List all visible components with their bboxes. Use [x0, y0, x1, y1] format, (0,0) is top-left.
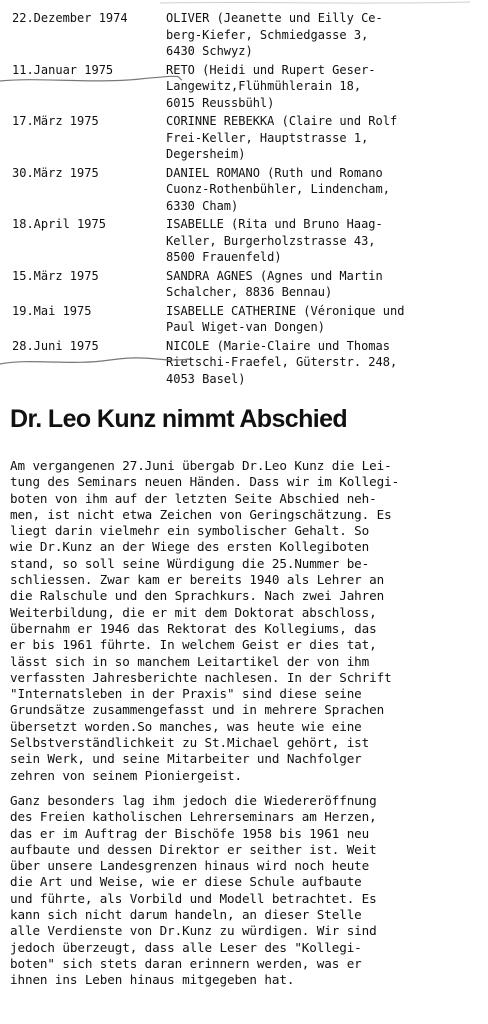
birth-date: 11.Januar 1975 [12, 62, 114, 77]
article-title: Dr. Leo Kunz nimmt Abschied [10, 405, 348, 433]
birth-date: 18.April 1975 [12, 217, 106, 231]
article-body [10, 458, 484, 998]
top-edge-smudge [0, 0, 488, 6]
birth-details: SANDRA AGNES (Agnes und Martin Schalcher, 8836 Bennau) [166, 268, 383, 299]
birth-date: 22.Dezember 1974 [12, 11, 128, 25]
birth-entry [12, 10, 482, 60]
birth-details: CORINNE REBEKKA (Claire und Rolf Frei-Keller, Hauptstrasse 1, Degersheim) [166, 114, 398, 161]
birth-entry [12, 216, 482, 266]
birth-date: 17.März 1975 [12, 114, 99, 128]
article-paragraph: Am vergangenen 27.Juni übergab Dr.Leo Kunz die Lei- tung des Seminars neuen Händen. Dass wir im Kollegi- boten von ihm auf der letzten Seite Abschied neh- men, ist nicht etwa Zeichen von Geringschätzung. Es liegt darin vielmehr ein symbolischer Gehalt. So wie Dr.Kunz an der Wiege des ersten Kollegiboten stand, so soll seine Würdigung die 25.Nummer be- schliessen. Zwar kam er bereits 1940 als Lehrer an die Ralschule und den Sprachkurs. Nach zwei Jahren Weiterbildung, die er mit dem Doktorat abschloss, übernahm er 1946 das Rektorat des Kollegiums, das er bis 1961 führte. In welchem Geist er dies tat, lässt sich in so manchem Leitartikel der von ihm verfassten Jahresberichte nachlesen. In der Schrift "Internatsleben in der Praxis" sind diese seine Grundsätze zusammengefasst und in mehrere Sprachen übersetzt worden.So manches, was heute wie eine Selbstverständlichkeit zu St.Michael gehört, ist sein Werk, und seine Mitarbeiter und Nachfolger zehren von seinem Pioniergeist. [10, 458, 400, 783]
birth-details: OLIVER (Jeanette und Eilly Ce- berg-Kiefer, Schmiedgasse 3, 6430 Schwyz) [166, 11, 383, 58]
birth-date: 19.Mai 1975 [12, 303, 92, 318]
birth-entry [12, 165, 482, 215]
birth-date: 30.März 1975 [12, 165, 99, 180]
birth-entry [12, 62, 482, 112]
birth-entry [12, 303, 482, 336]
birth-entry [12, 268, 482, 301]
birth-details: RETO (Heidi und Rupert Geser- Langewitz,Flühmühlerain 18, 6015 Reussbühl) [166, 62, 376, 110]
birth-entry [12, 338, 482, 388]
birth-details: DANIEL ROMANO (Ruth und Romano Cuonz-Rothenbühler, Lindencham, 6330 Cham) [166, 165, 390, 213]
birth-entry [12, 113, 482, 163]
birth-announcements-list [12, 10, 482, 389]
birth-details: ISABELLE CATHERINE (Véronique und Paul Wiget-van Dongen) [166, 303, 405, 334]
birth-details: ISABELLE (Rita und Bruno Haag- Keller, Burgerholzstrasse 43, 8500 Frauenfeld) [166, 217, 383, 264]
article-paragraph: Ganz besonders lag ihm jedoch die Wiedereröffnung des Freien katholischen Lehrerseminars am Herzen, das er im Auftrag der Bischöfe 1958 bis 1961 neu aufbaute und dessen Direktor er seither ist. Weit über unsere Landesgrenzen hinaus wird noch heute die Art und Weise, wie er diese Schule aufbaute und führte, als Vorbild und Modell betrachtet. Es kann sich nicht darum handeln, an dieser Stelle alle Verdienste von Dr.Kunz zu würdigen. Wir sind jedoch überzeugt, dass alle Leser des "Kollegi- boten" sich stets daran erinnern werden, was er ihnen ins Leben hinaus mitgegeben hat. [10, 792, 377, 988]
birth-date: 28.Juni 1975 [12, 338, 99, 353]
birth-details: NICOLE (Marie-Claire und Thomas Rietschi-Fraefel, Güterstr. 248, 4053 Basel) [166, 338, 398, 386]
birth-date: 15.März 1975 [12, 268, 99, 283]
